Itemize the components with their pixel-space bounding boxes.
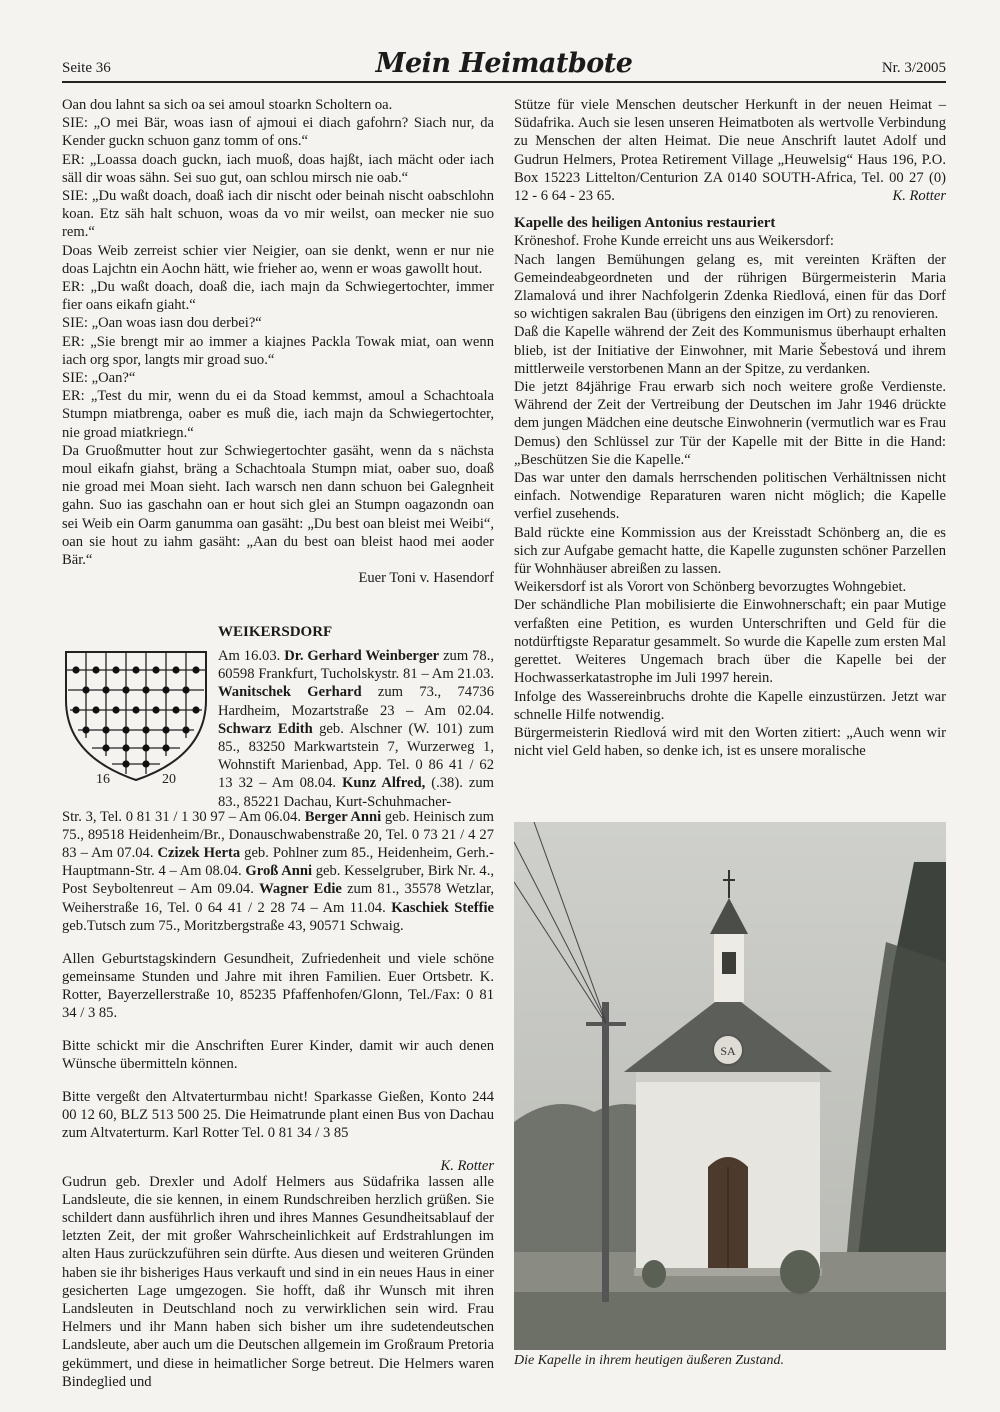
birthday-name: Dr. Gerhard Weinberger [284,648,440,664]
birthday-text: geb.Tutsch zum 75., Moritzbergstraße 43, 90571 Schwaig. [62,917,404,934]
birthday-text: geb. Pohlner zum 85., Heidenheim, Gerh.-Hauptmann-Str. 4 – Am 08.04. [62,845,494,880]
birthday-text: (.38). zum 83., 85221 Dachau, Kurt-Schuhmacher- [218,775,494,810]
crest-number-left: 16 [96,772,110,787]
photo-caption: Die Kapelle in ihrem heutigen äußeren Zustand. [514,1353,784,1368]
wk-paragraph: Bitte schickt mir die Anschriften Eurer Kinder, damit wir auch denen Wünsche übermitteln können. [62,1038,494,1073]
helmers-continuation [514,96,946,205]
right-column [514,96,946,760]
birthday-name: Wagner Edie [259,881,342,898]
kapelle-paragraph: Das war unter den damals herrschenden politischen Verhältnissen nicht einfach. Notwendige Reparaturen waren nicht möglich; die Kapelle verfiel zusehends. [514,470,946,523]
birthday-text: Str. 3, Tel. 0 81 31 / 1 30 97 – Am 06.04. [62,808,305,825]
dialog-line: ER: „Loassa doach guckn, iach muoß, doas hajßt, iach mächt oder iach säll dir woas sähn. Sei suo gut, oan schlou mirsch nie oab.“ [62,151,494,186]
kapelle-paragraph: Bald rückte eine Kommission aus der Kreisstadt Schönberg an, die es sich zur Aufgabe gemacht hatte, die Kapelle zugunsten schöner Parzellen für Wohnhäuser abreißen zu lassen. [514,524,946,578]
birthday-list-full [62,793,494,1190]
wk-signature: K. Rotter [440,1158,494,1175]
kapelle-paragraph: Infolge des Wassereinbruchs drohte die Kapelle einzustürzen. Jetzt war schnelle Hilfe notwendig. [514,688,946,723]
birthday-text: geb. Heinisch zum 75., 89518 Heidenheim/Br., Donauschwabenstraße 20, Tel. 0 73 21 / 4 27 83 – Am 07.04. [62,808,494,861]
dialog-line: ER: „Test du mir, wenn du ei da Stoad kemmst, amoul a Schachtoala Stumpn miatbrenga, oaber es muß die, iach majn da Schwiegertochter, nie groad miatkriegn.“ [62,388,494,441]
birthday-name: Berger Anni [304,808,382,825]
helmers-continuation-text: Stütze für viele Menschen deutscher Herkunft in der neuen Heimat – Südafrika. Auch sie lesen unseren Heimatboten als wertvolle Verbindung zu Menschen der alten Heimat. Die neue Anschrift lautet Adolf und Gudrun Helmers, Protea Retirement Village „Heuwelsig“ Haus 196, P.O. Box 15223 Littelton/Centurion ZA 0140 SOUTH-Africa, Tel. 00 27 (0) 12 - 6 64 - 23 65. [514,97,946,205]
birthday-text: zum 78., 60598 Frankfurt, Tucholskystr. 81 – Am 21.03. [218,648,494,683]
birthday-name: Schwarz Edith [218,720,313,737]
dialog-line: SIE: „Oan?“ [62,370,136,387]
chapel-photo [514,822,946,1350]
chapel-illustration [514,822,946,1350]
kapelle-paragraph: Nach langen Bemühungen gelang es, mit vereinten Kräften der Gemeindeabgeordneten und der rührigen Bürgermeisterin Maria Zlamalová und ihrer Nachfolgerin Zdenka Riedlová, einen für das Dorf so wichtigen sakralen Bau (übrigens den einzigen im Ort) zu renovieren. [514,251,946,323]
kapelle-title: Kapelle des heiligen Antonius restauriert [514,215,776,232]
coat-of-arms-icon [62,648,210,788]
wk-paragraph: Allen Geburtstagskindern Gesundheit, Zufriedenheit und viele schöne gemeinsame Stunden und Jahre mit ihren Familien. Euer Ortsbetr. K. Rotter, Bayerzellerstraße 10, 85235 Pfaffenhofen/Glonn, Tel./Fax: 0 81 34 / 3 85. [62,950,494,1022]
dialog-line: ER: „Du waßt doach, doaß die, iach majn da Schwiegertochter, immer fier oans eikafn giaht.“ [62,279,494,314]
dialog-line: Oan dou lahnt sa sich oa sei amoul stoarkn Scholtern oa. [62,97,393,113]
birthday-text: geb. Alschner (W. 101) zum 85., 83250 Markwartstein 7, Wurzerweg 1, Wohnstift Marienbad, App. Tel. 0 86 41 / 62 13 32 – Am 08.04. [218,720,494,792]
masthead-title: Mein Heimatbote [375,48,633,79]
dialog-article [62,96,494,587]
dialog-line: Da Gruoßmutter hout zur Schwiegertochter gasäht, wenn da s nächsta moul eikafn giahst, bräng a Schachtoala Stumpn miat, oaber suo, doaß nie groad mei Moan sieht. Iach warsch nen dann schuon bei Galegnheit gahn. Suo ias gaschahn oan er hout sich glei an Stumpn oagazondn oan sei Weib ein Oarm ganumma oan gasäht: „Du best oan bleist mei Weibi“, oan sie hout zu iahm gasäht: „Aan du best oan bleist haod mei aoder Bär.“ [62,442,494,569]
dialog-signature: Euer Toni v. Hasendorf [358,570,494,587]
kapelle-paragraph: Der schändliche Plan mobilisierte die Einwohnerschaft; ein paar Mutige verfaßten eine Petition, es wurden Unterschriften und Geld für die notdürftigste Reparatur gesammelt. So wurde die Kapelle zum ersten Mal gerettet. Weiteres Ungemach brach über die Kapelle bei der Hochwasserkatastrophe im Juli 1997 herein. [514,597,946,687]
dialog-line: Doas Weib zerreist schier vier Neigier, oan sie denkt, wenn er nur nie doas Lajchtn ein Aochn hätt, wie frieher ao, wenn er woas gawollt hout. [62,242,494,277]
birthday-text: zum 81., 35578 Wetzlar, Weiherstraße 16, Tel. 0 64 41 / 2 28 74 – Am 11.04. [62,881,494,916]
crest-number-right: 20 [162,772,176,787]
chapel-emblem: SA [720,1044,736,1058]
wk-paragraph: Bitte vergeßt den Altvaterturmbau nicht! Sparkasse Gießen, Konto 244 00 12 60, BLZ 513 500 25. Die Heimatrunde plant einen Bus von Dachau zum Altvaterturm. Karl Rotter Tel. 0 81 34 / 3 85 [62,1089,494,1142]
birthday-name: Czizek Herta [157,845,241,861]
birthday-text: zum 73., 74736 Hardheim, Mozartstraße 23 – Am 02.04. [218,684,494,719]
kapelle-paragraph: Daß die Kapelle während der Zeit des Kommunismus überhaupt erhalten blieb, ist der Initiative der Einwohner, mit Marie Šebestová und ihrem mittlerweile verstorbenen Mann an der Spitze, zu verdanken. [514,324,946,377]
birthday-list-side [218,647,494,811]
section-title-weikersdorf: WEIKERSDORF [218,624,333,640]
kapelle-paragraph: Die jetzt 84jährige Frau erwarb sich noch weitere große Verdienste. Während der Zeit der Vertreibung der Deutschen im Jahr 1946 drückte dem jungen Mädchen eine deutsche Einwohnerin (vermutlich war es Frau Demus) den Schlüssel zur Tür der Kapelle mit der Bitte in die Hand: „Beschützen Sie die Kapelle.“ [514,379,946,468]
helmers-paragraph: Gudrun geb. Drexler und Adolf Helmers aus Südafrika lassen alle Landsleute, die sie kennen, in einem Rundschreiben herzlich grüßen. Sie schildert dann ausführlich ihren und ihres Mannes Gesundheitsablauf der letzten Zeit, der mit großer Wahrscheinlichkeit auf Erdstrahlungen im alten Haus zurückzuführen sein dürfte. Aus diesen und weiteren Gründen haben sie ihr bisheriges Haus verkauft und sind in ein neues Haus in einer gesicherten Lage umgezogen. Sie hofft, daß ihr Wunsch mit ihren Landsleuten in Deutschland noch zu verwirklichen sein wird. Frau Helmers und ihr Mann haben sich bisher um ihre sudetendeutschen Landsleute, aber auch um die Deutschen allgemein im Großraum Pretoria gekümmert, und diese in heimatlicher Sorge betreut. Die Helmers waren Bindeglied und [62,1173,494,1390]
helmers-article [62,1158,494,1406]
page-header [62,48,946,82]
birthday-name: Kunz Alfred, [342,775,426,792]
birthday-name: Kaschiek Steffie [391,899,494,916]
kapelle-paragraph: Kröneshof. Frohe Kunde erreicht uns aus Weikersdorf: [514,233,834,250]
dialog-line: SIE: „O mei Bär, woas iasn of ajmoui ei diach gafohrn? Siach nur, da Kender guckn schuon ganz tomm of ons.“ [62,115,494,150]
dialog-line: SIE: „Du waßt doach, doaß iach dir nischt oder beinah nischt oabschlohn koan. Etz säh halt schuon, woas da vo mir weilst, oan mecker nie suo rem.“ [62,188,494,241]
dialog-line: ER: „Sie brengt mir ao immer a kiajnes Packla Towak miat, oan wenn iach org spor, langts mir groad suo.“ [62,333,494,368]
kapelle-paragraph: Weikersdorf ist als Vorort von Schönberg bevorzugtes Wohngebiet. [514,579,907,596]
birthday-text: Am 16.03. [218,648,285,664]
dialog-line: SIE: „Oan woas iasn dou derbei?“ [62,315,262,332]
birthday-name: Groß Anni [245,863,313,880]
helmers-signature: K. Rotter [892,188,946,205]
header-rule [62,81,946,83]
issue-number: Nr. 3/2005 [881,60,946,76]
kapelle-paragraph: Bürgermeisterin Riedlová wird mit den Worten zitiert: „Auch wenn wir nicht viel Geld haben, so denke ich, ist es unsere moralische [514,724,946,760]
page-number: Seite 36 [62,60,111,76]
birthday-name: Wanitschek Gerhard [218,684,362,701]
birthday-text: geb. Kesselgruber, Birk Nr. 4., Post Seyboltenreut – Am 09.04. [62,863,494,898]
